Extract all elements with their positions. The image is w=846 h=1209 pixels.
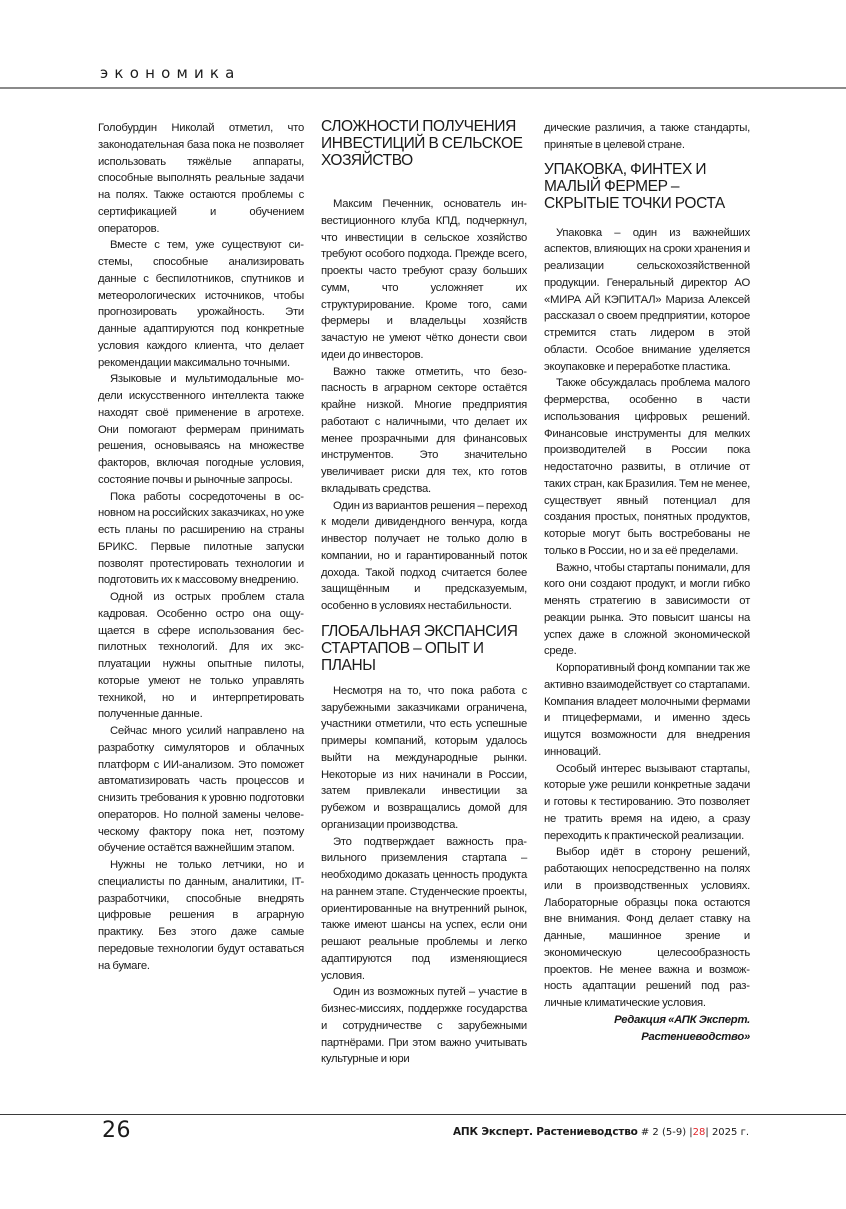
paragraph: Вместе с тем, уже существуют системы, способные анализировать данные с беспилотников, спутников и метеорологических источников, чтобы прогнозировать урожайность. Эти данные адаптируются под конкретные условия каждого клиента, что делает рекомендации максимально точными.	[98, 239, 304, 369]
paragraph: Пока работы сосредоточены в основном на российских заказчиках, но уже есть планы по расширению на страны БРИКС. Первые пилотные запуски позволят протестировать технологии и подготовить их к массовому внедрению.	[98, 490, 305, 587]
paragraph: Один из вариантов решения – переход к модели дивидендного венчура, когда инвестор получает не только долю в компании, но и гарантированный поток дохода. Такой подход считается более защищённым и предсказуемым, особенно в условиях нестабильности.	[321, 499, 527, 612]
column-left	[98, 120, 304, 1095]
section-label: экономика	[100, 64, 241, 82]
issue-suffix: | 2025 г.	[705, 1127, 749, 1138]
paragraph: Несмотря на то, что пока работа с зарубежными заказчиками ограничена, участники отметили, что есть успешные примеры компаний, которым удалось выйти на международные рынки. Некоторые из них начинали в России, затем привлекали инвестиции за рубежом и возвращались домой для организации производства.	[321, 684, 527, 831]
paragraph: Языковые и мультимодальные модели искусственного интеллекта также находят своё применение в агротехе. Они помогают фермерам принимать решения, основываясь на множестве факторов, включая погодные условия, состояние почвы и рыночные запросы.	[98, 373, 304, 486]
paragraph: Нужны не только летчики, но и специалисты по данным, аналитики, IT-разработчики, способные внедрять цифровые решения в аграрную практику. Без этого даже самые передовые технологии будут оставаться на бумаге.	[98, 859, 304, 972]
section-heading-investments: СЛОЖНОСТИ ПОЛУЧЕНИЯ ИНВЕСТИЦИЙ В СЕЛЬСКОЕ ХОЗЯЙСТВО	[321, 118, 523, 169]
column-middle	[321, 120, 527, 1095]
paragraph: Упаковка – один из важнейших аспектов, влияющих на сроки хранения и реализации сельскохозяйственной продукции. Генеральный директор АО «МИРА АЙ КЭПИТАЛ» Мариза Алексей рассказал о своем предприятии, которое стремится стать лидером в этой области. Особое внимание уделяется экоупаковке и переработке пластика.	[544, 226, 750, 373]
section-heading-packaging-fintech: УПАКОВКА, ФИНТЕХ И МАЛЫЙ ФЕРМЕР – СКРЫТЫЕ ТОЧКИ РОСТА	[544, 160, 725, 212]
paragraph: Корпоративный фонд компании так же активно взаимодействует со стартапами. Компания владеет молочными фермами и птицефермами, и именно здесь ищутся возможности для внедрения инноваций.	[544, 662, 750, 758]
page-number: 26	[102, 1118, 131, 1143]
paragraph: Выбор идёт в сторону решений, работающих непосредственно на полях или в производственных условиях. Лабораторные образцы пока остаются вне внимания. Фонд делает ставку на данные, машинное зрение и экономическую целесообразность проектов. Не менее важна и возможность адаптации решений под различные климатические условия.	[544, 846, 750, 1009]
paragraph: Голобурдин Николай отметил, что законодательная база пока не позволяет использовать тяжёлые аппараты, способные выполнять реальные задачи на полях. Также остаются проблемы с сертификацией и обучением операторов.	[98, 122, 304, 235]
article-body	[98, 120, 750, 1095]
paragraph: Важно, чтобы стартапы понимали, для кого они создают продукт, и могли гибко менять стратегию в зависимости от реакции рынка. Это повысит шансы на успех даже в сложной экономической среде.	[544, 561, 750, 658]
footer-publication-info	[453, 1126, 749, 1138]
column-right	[544, 120, 750, 1095]
paragraph: Максим Печенник, основатель инвестиционного клуба КПД, подчеркнул, что инвестиции в сельское хозяйство требуют особого подхода. Прежде всего, проекты часто требуют сразу больших сумм, что усложняет их структурирование. Кроме того, сами фермеры и владельцы хозяйств зачастую не умеют чётко донести свои идеи до инвесторов.	[321, 198, 527, 361]
paragraph: Это подтверждает важность правильного приземления стартапа – необходимо доказать ценность продукта на раннем этапе. Студенческие проекты, ориентированные на внутренний рынок, также имеют шансы на успех, если они решают реальные проблемы и легко адаптируются под изменяющиеся условия.	[321, 835, 527, 982]
author-signature-line-1: Редакция «АПК Эксперт.	[614, 1013, 750, 1026]
section-heading-global-expansion: ГЛОБАЛЬНАЯ ЭКСПАНСИЯ СТАРТАПОВ – ОПЫТ И ПЛАНЫ	[321, 622, 518, 674]
paragraph: Один из возможных путей – участие в бизнес-миссиях, поддержке государства и сотрудничестве с зарубежными партнёрами. При этом важно учитывать культурные и юри	[321, 986, 527, 1066]
magazine-title: АПК Эксперт. Растениеводство	[453, 1126, 638, 1138]
paragraph: Важно также отметить, что безопасность в аграрном секторе остаётся крайне низкой. Многие предприятия работают с наличными, что делает их менее прозрачными для финансовых инструментов. Это значительно увеличивает риски для тех, кто готов вкладывать средства.	[321, 365, 527, 495]
paragraph: Сейчас много усилий направлено на разработку симуляторов и облачных платформ с ИИ-анализом. Это поможет автоматизировать часть процессов и снизить требования к уровню подготовки операторов. Но полной замены человеческому фактору пока нет, поэтому обучение остаётся важнейшим этапом.	[98, 725, 304, 855]
paragraph: Также обсуждалась проблема малого фермерства, особенно в части использования цифровых решений. Финансовые инструменты для мелких производителей в России пока недостаточно развиты, в отличие от таких стран, как Бразилия. Тем не менее, существует явный потенциал для создания простых, понятных продуктов, которые могут быть востребованы не только в России, но и за её пределами.	[544, 377, 750, 557]
header-divider	[0, 87, 846, 89]
issue-prefix: # 2 (5-9) |	[637, 1127, 693, 1138]
paragraph: Одной из острых проблем стала кадровая. Особенно остро она ощущается в сфере использования беспилотных технологий. Для их эксплуатации нужны опытные пилоты, которые умеют не только управлять техникой, но и интерпретировать полученные данные.	[98, 591, 304, 721]
issue-total-number: 28	[692, 1127, 706, 1138]
author-signature-line-2: Растениеводство»	[641, 1030, 750, 1043]
paragraph-continuation: дические различия, а также стандарты, принятые в целевой стране.	[544, 122, 750, 151]
footer-divider	[0, 1114, 846, 1115]
paragraph: Особый интерес вызывают стартапы, которые уже решили конкретные задачи и готовы к тестированию. Это позволяет не тратить время на идею, а сразу переходить к практической реализации.	[544, 762, 750, 842]
